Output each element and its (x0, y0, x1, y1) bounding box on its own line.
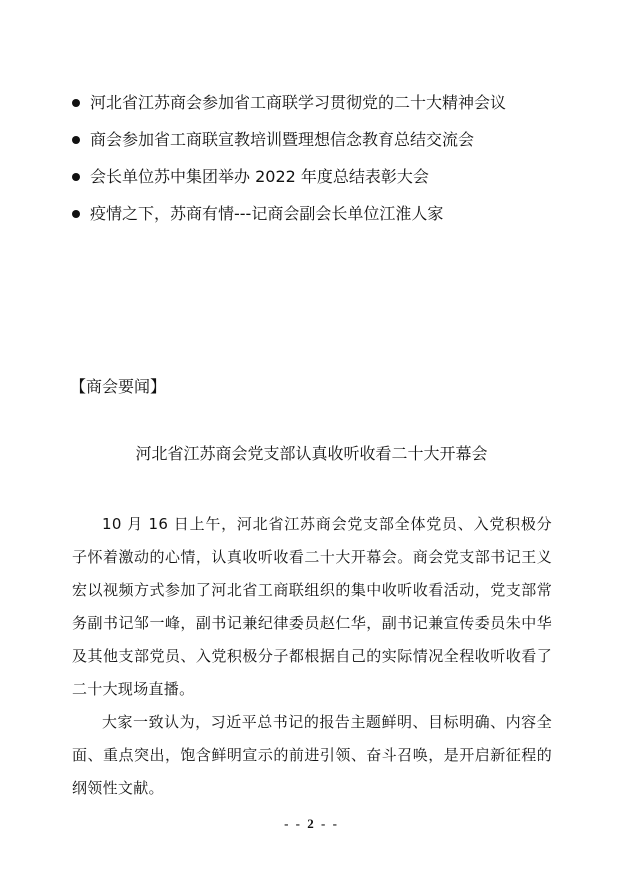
headline-item[interactable] (72, 195, 572, 232)
section-heading: 【商会要闻】 (70, 377, 167, 396)
bullet-icon (72, 99, 80, 107)
headline-text[interactable]: 商会参加省工商联宣教培训暨理想信念教育总结交流会 (90, 129, 475, 149)
bullet-icon (72, 210, 80, 218)
article-paragraph: 大家一致认为，习近平总书记的报告主题鲜明、目标明确、内容全面、重点突出，饱含鲜明宣示的前进引领、奋斗召唤，是开启新征程的纲领性文献。 (72, 713, 552, 797)
headline-text[interactable]: 会长单位苏中集团举办 2022 年度总结表彰大会 (90, 166, 429, 186)
page-number: - - 2 - - (284, 816, 339, 831)
article-body (72, 508, 552, 805)
bullet-icon (72, 136, 80, 144)
headline-text[interactable]: 疫情之下，苏商有情---记商会副会长单位江淮人家 (90, 203, 444, 223)
bullet-icon (72, 173, 80, 181)
headline-item[interactable] (72, 158, 572, 195)
headline-text[interactable]: 河北省江苏商会参加省工商联学习贯彻党的二十大精神会议 (90, 92, 507, 112)
headline-item[interactable] (72, 121, 572, 158)
article-paragraph: 10 月 16 日上午，河北省江苏商会党支部全体党员、入党积极分子怀着激动的心情，认真收听收看二十大开幕会。商会党支部书记王义宏以视频方式参加了河北省工商联组织的集中收听收看活动，党支部常务副书记邹一峰，副书记兼纪律委员赵仁华，副书记兼宣传委员朱中华及其他支部党员、入党积极分子都根据自己的实际情况全程收听收看了二十大现场直播。 (72, 515, 552, 698)
article-title: 河北省江苏商会党支部认真收听收看二十大开幕会 (135, 444, 488, 463)
headline-list (72, 84, 572, 232)
headline-item[interactable] (72, 84, 572, 121)
